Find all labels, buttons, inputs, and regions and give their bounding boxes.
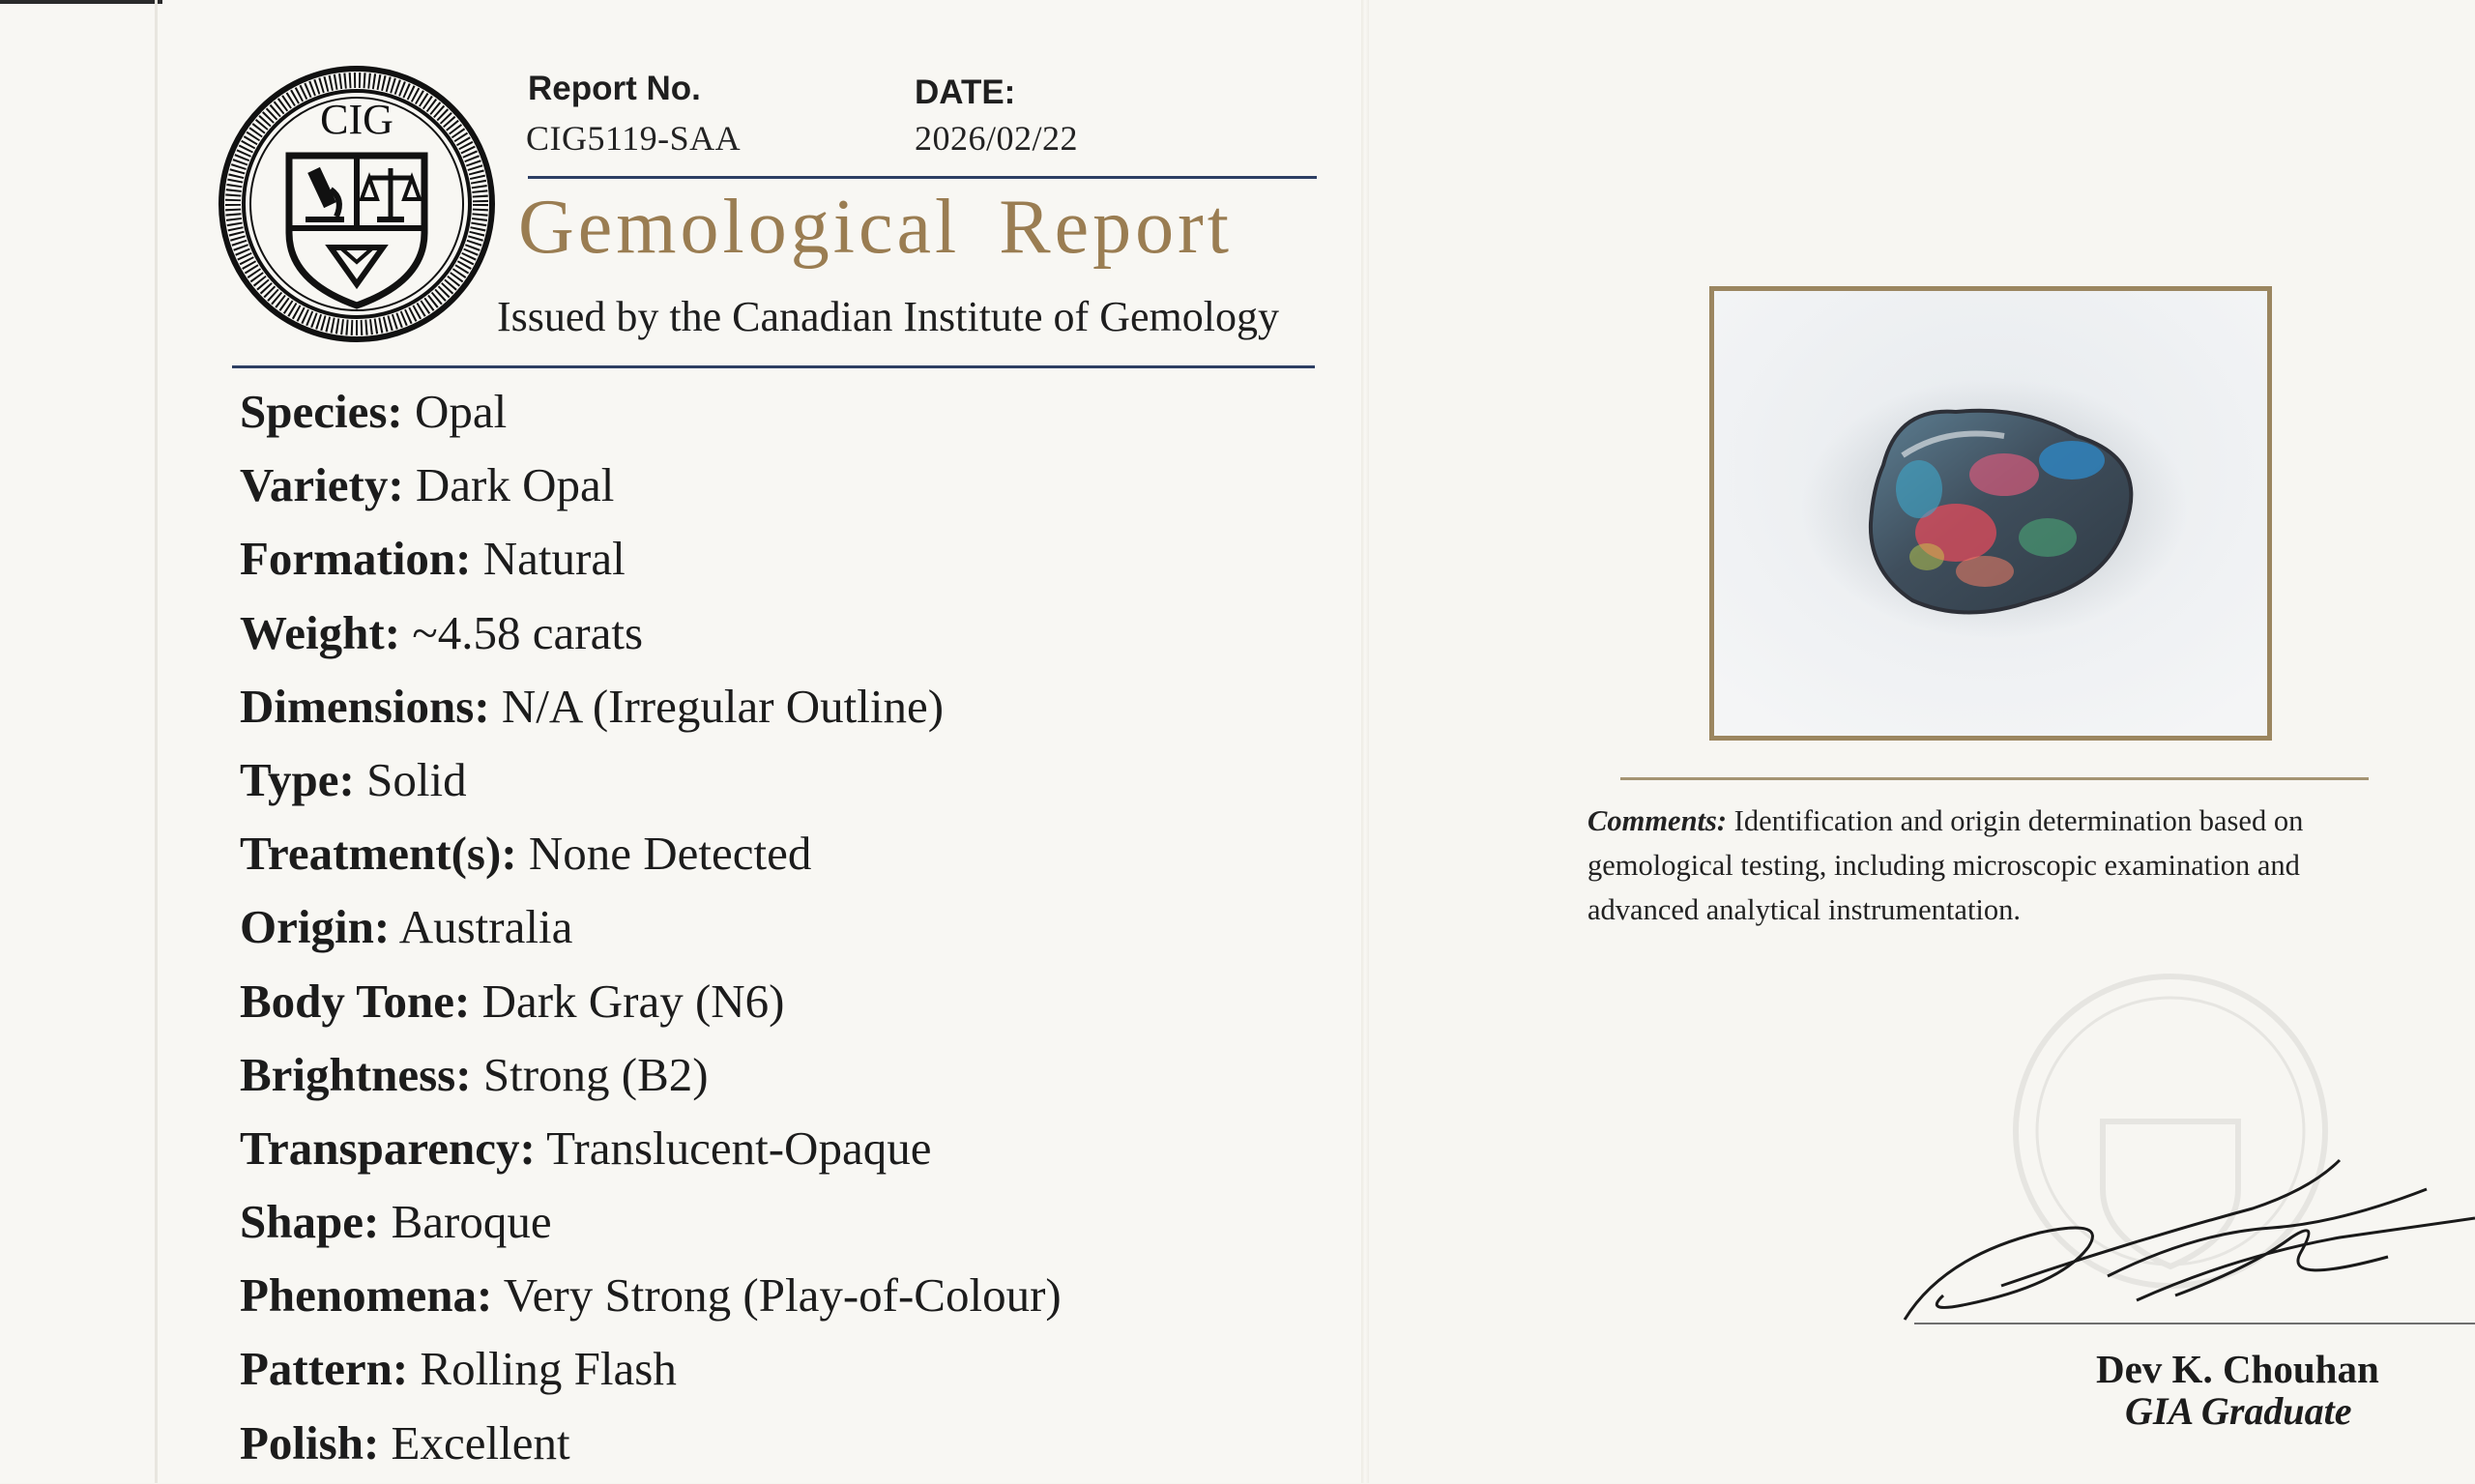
field-value: Opal	[415, 385, 508, 438]
field-label: Variety:	[240, 458, 404, 512]
field-row	[240, 969, 1062, 1042]
field-value: Translucent-Opaque	[546, 1120, 932, 1175]
field-value: N/A (Irregular Outline)	[501, 679, 945, 733]
field-row	[240, 1042, 1062, 1116]
field-row	[240, 600, 1062, 674]
field-value: Dark Gray (N6)	[481, 974, 785, 1028]
field-value: Dark Opal	[415, 458, 615, 512]
field-value: Strong (B2)	[482, 1047, 709, 1101]
field-value: Very Strong (Play-of-Colour)	[503, 1268, 1062, 1323]
field-label: Dimensions:	[240, 679, 490, 733]
field-row	[240, 452, 1062, 526]
opal-photo	[1714, 291, 2267, 736]
title-word-2: Report	[999, 185, 1233, 270]
page-edge-shadow	[155, 0, 158, 1483]
field-row	[240, 1263, 1062, 1336]
cig-seal-logo	[217, 64, 497, 344]
signer-title: GIA Graduate	[2125, 1389, 2352, 1433]
field-value: Natural	[482, 532, 626, 586]
header-rule-bottom	[232, 365, 1315, 368]
page-fold	[1361, 0, 1369, 1483]
field-row	[240, 379, 1062, 452]
field-label: Species:	[240, 385, 403, 438]
report-no-value: CIG5119-SAA	[526, 119, 742, 158]
comments-text: Identification and origin determination based on gemological testing, including microscopic examination and advanced analytical instrumentation.	[1587, 804, 2304, 926]
date-label: DATE:	[915, 73, 1016, 111]
field-label: Polish:	[240, 1415, 380, 1469]
header-rule-top	[528, 176, 1317, 179]
date-value: 2026/02/22	[915, 119, 1079, 158]
field-value: Excellent	[391, 1415, 570, 1469]
field-value: Rolling Flash	[420, 1342, 677, 1396]
field-row	[240, 674, 1062, 747]
seal-text: CIG	[320, 96, 393, 143]
field-label: Transparency:	[240, 1120, 536, 1175]
field-label: Pattern:	[240, 1342, 409, 1396]
field-label: Treatment(s):	[240, 827, 517, 881]
field-row	[240, 894, 1062, 968]
comments-block	[1587, 799, 2361, 932]
scan-edge	[0, 0, 162, 4]
field-row	[240, 1189, 1062, 1263]
field-value: None Detected	[528, 827, 812, 881]
report-fields	[240, 379, 1062, 1484]
field-row	[240, 1336, 1062, 1410]
opal-photo-frame	[1709, 286, 2272, 741]
field-row	[240, 1411, 1062, 1484]
field-label: Weight:	[240, 605, 401, 659]
field-value: Australia	[398, 900, 573, 954]
field-value: Solid	[366, 752, 467, 806]
comments-label: Comments:	[1587, 804, 1728, 837]
signer-name: Dev K. Chouhan	[2096, 1347, 2379, 1391]
page-title	[518, 184, 1233, 272]
field-label: Type:	[240, 752, 355, 806]
field-label: Origin:	[240, 900, 391, 954]
field-label: Body Tone:	[240, 974, 471, 1028]
field-row	[240, 526, 1062, 599]
field-label: Brightness:	[240, 1047, 472, 1101]
issuer-subtitle: Issued by the Canadian Institute of Gemology	[497, 293, 1279, 340]
title-word-1: Gemological	[518, 185, 961, 270]
field-row	[240, 1116, 1062, 1189]
field-label: Shape:	[240, 1195, 380, 1249]
signature-line	[1914, 1323, 2475, 1324]
report-no-label: Report No.	[528, 70, 701, 107]
field-value: ~4.58 carats	[412, 605, 644, 659]
comments-divider	[1620, 777, 2369, 780]
field-row	[240, 747, 1062, 821]
handwritten-signature	[1885, 1141, 2475, 1373]
field-label: Formation:	[240, 532, 472, 586]
field-label: Phenomena:	[240, 1268, 493, 1323]
field-row	[240, 821, 1062, 894]
field-value: Baroque	[391, 1195, 552, 1249]
